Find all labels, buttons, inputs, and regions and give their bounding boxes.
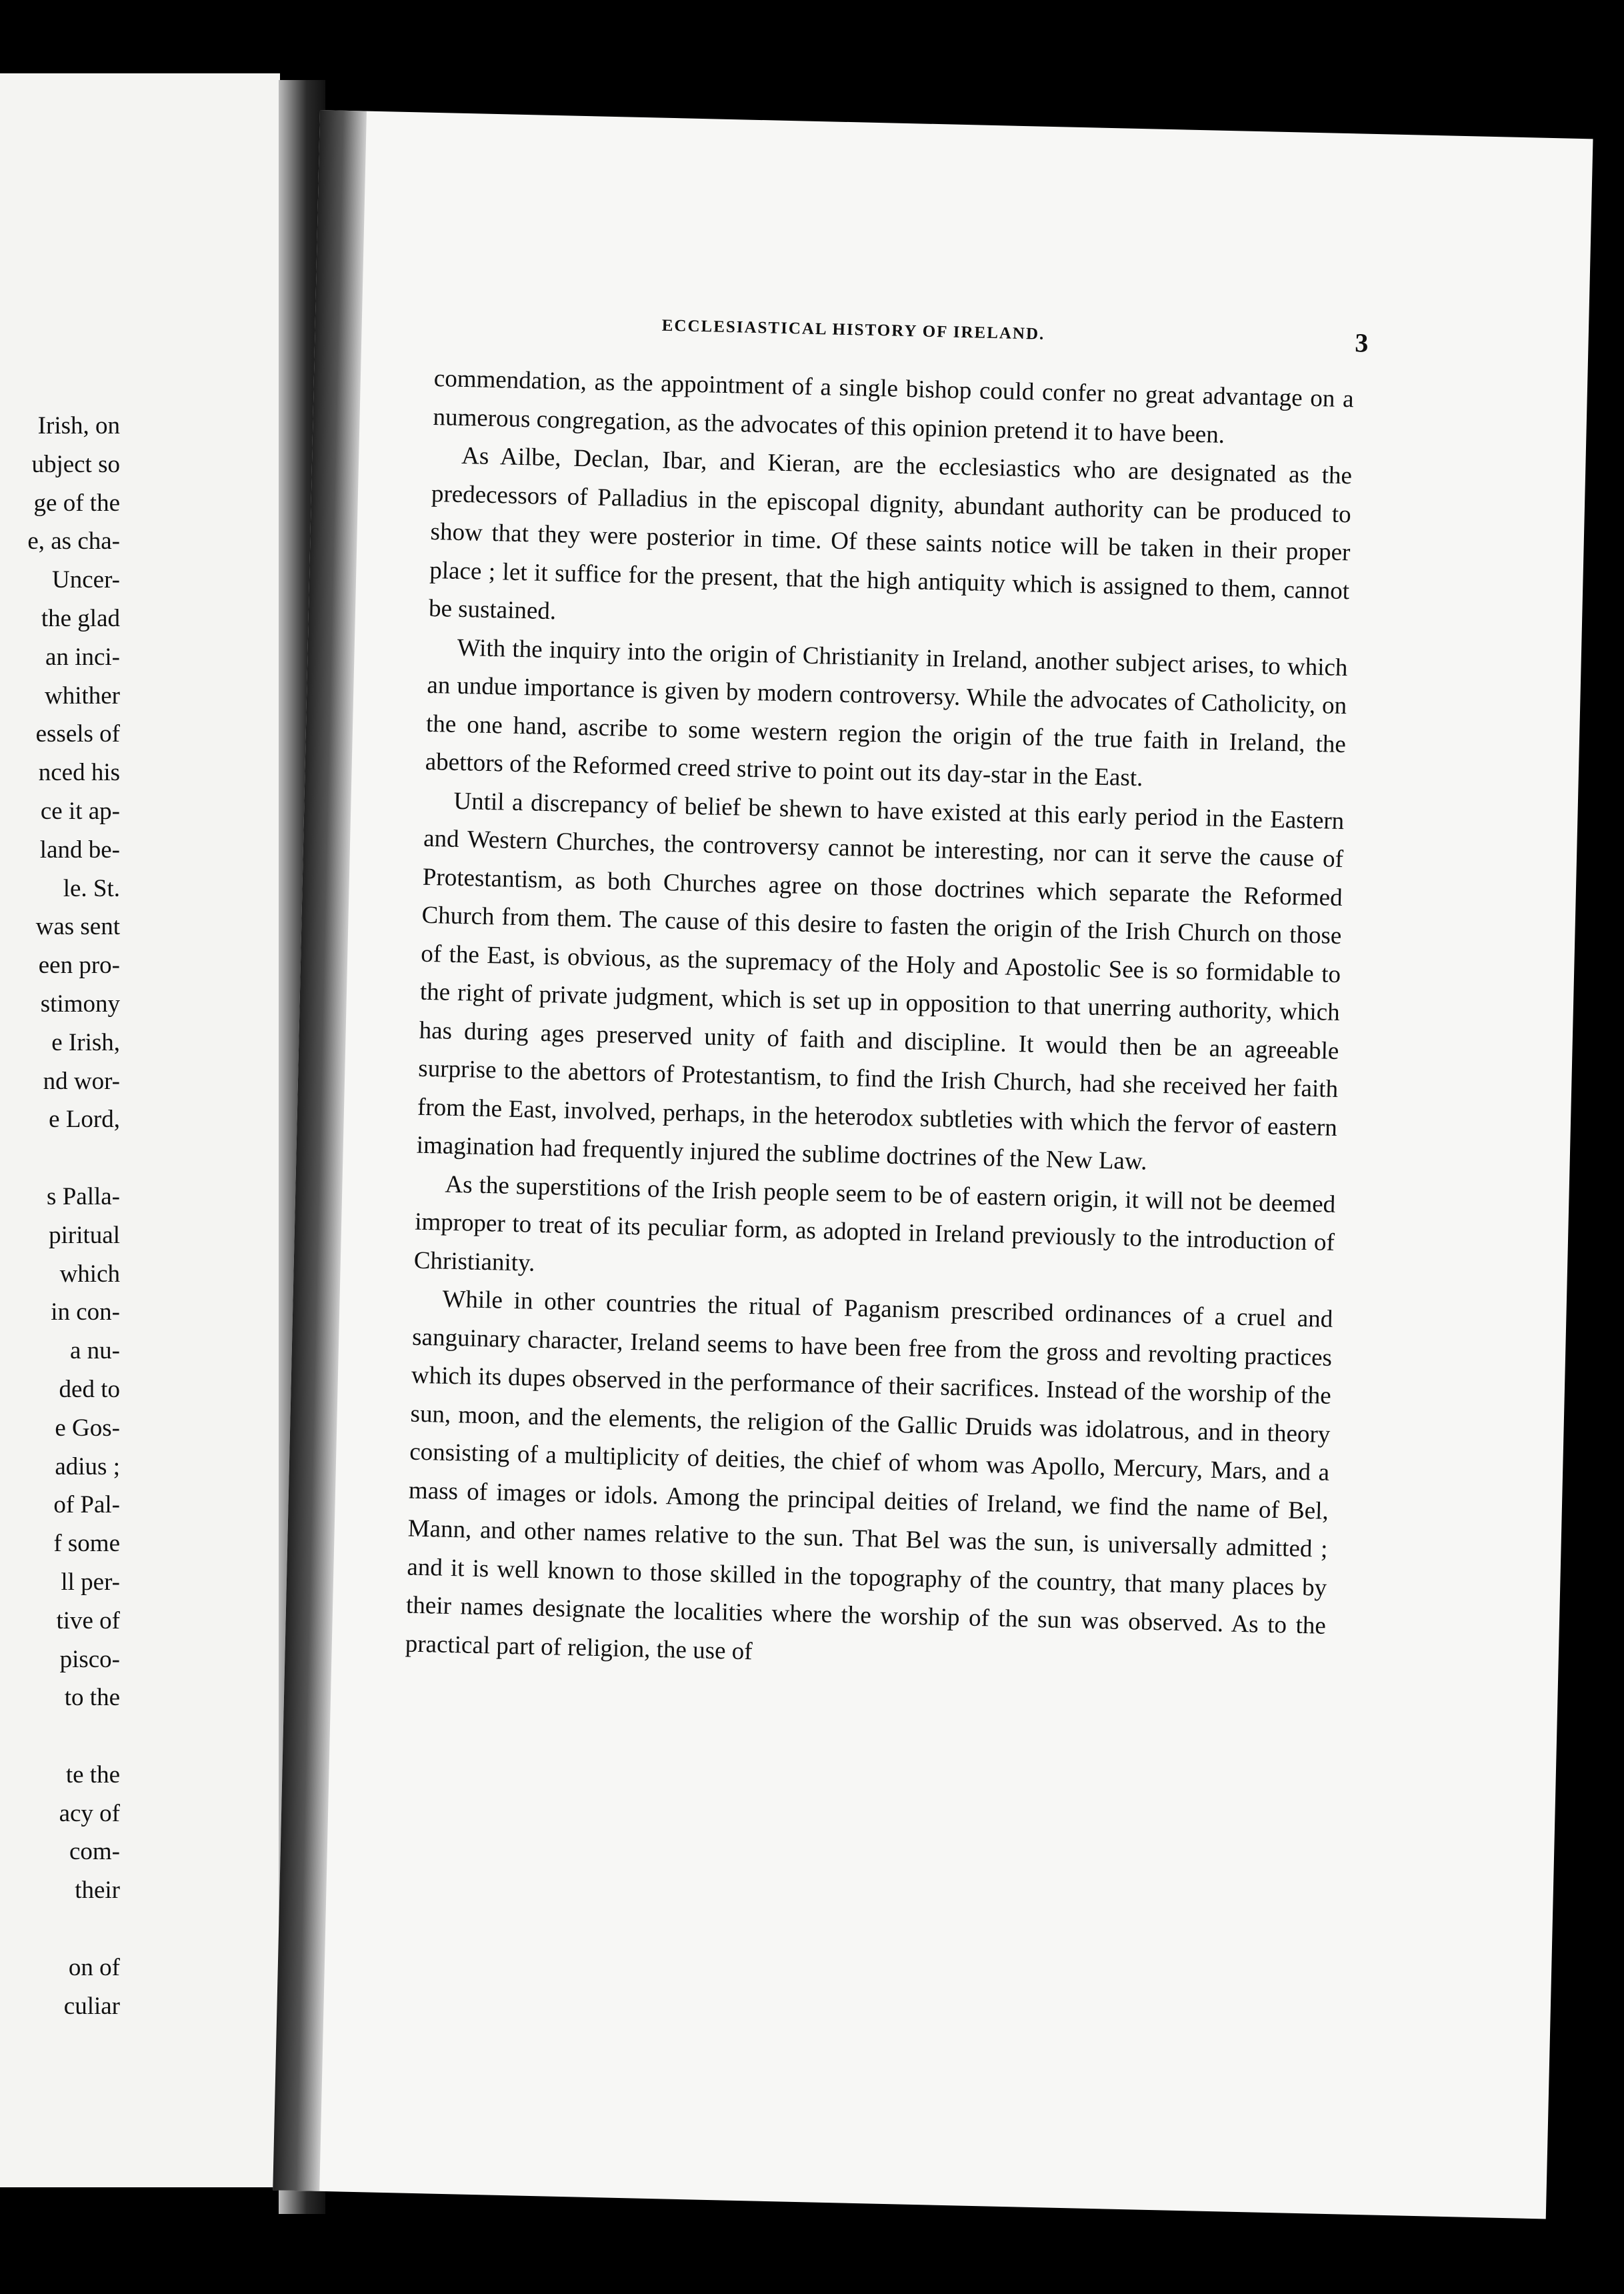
facing-page-line: a nu- (70, 1337, 120, 1365)
facing-page-line: ge of the (33, 489, 120, 517)
paragraph: Until a discrepancy of belief be shewn to have existed at this early period in the Eastern and Western Churches, the controversy cannot be interesting, nor can it serve the cause of Protestantism, as both Churches agree on those doctrines which separate the Reformed Church from them. The cause of this desire to fasten the origin of the Irish Church on those of the East, is obvious, as the supremacy of the Holy and Apostolic See is so formidable to the right of private judgment, which is set up in opposition to that unerring authority, which has during ages preserved unity of faith and discipline. It would then be an agreeable surprise to the abettors of Protestantism, to find the Irish Church, had she received her faith from the East, involved, perhaps, in the heterodox subtleties with which the fervor of eastern imagination had frequently injured the sublime doctrines of the New Law. (416, 787, 1345, 1176)
facing-page-line: acy of (59, 1799, 120, 1827)
page-content (405, 113, 1369, 1665)
paragraph: commendation, as the appointment of a single bishop could confer no great advantage on a numerous congregation, as the advocates of this opinion pretend it to have been. (433, 364, 1355, 449)
paragraph: As Ailbe, Declan, Ibar, and Kieran, are the ecclesiastics who are designated as the predecessors of Palladius in the episcopal dignity, abundant authority can be produced to show that they were posterior in time. Of these saints notice will be taken in their proper place ; let it suffice for the present, that the high antiquity which is assigned to them, cannot be sustained. (428, 441, 1353, 626)
running-head (435, 306, 1369, 367)
facing-page-line: on of (68, 1953, 120, 1981)
facing-page-line: in con- (51, 1298, 120, 1326)
facing-page-line: an inci- (45, 643, 120, 671)
page-number: 3 (1354, 327, 1369, 358)
facing-page-line: tive of (56, 1606, 120, 1634)
facing-page-line: e Gos- (55, 1414, 120, 1442)
facing-page-gap (0, 1717, 120, 1756)
facing-page-line: ded to (59, 1375, 120, 1403)
facing-page (0, 73, 280, 2187)
facing-page-line: the glad (41, 604, 120, 632)
facing-page-line: com- (69, 1838, 120, 1866)
body-text (405, 359, 1354, 1684)
facing-page-line: culiar (63, 1992, 120, 2020)
facing-page-line: nd wor- (43, 1067, 120, 1095)
facing-page-line: ce it ap- (40, 797, 120, 825)
running-head-title: ECCLESIASTICAL HISTORY OF IRELAND. (661, 316, 1045, 343)
facing-page-line: nced his (38, 759, 120, 787)
paragraph: As the superstitions of the Irish people seem to be of eastern origin, it will not be deemed improper to treat of its peculiar form, as adopted in Ireland previously to the introduction of Christianity. (413, 1170, 1336, 1277)
facing-page-line: Uncer- (52, 566, 120, 594)
facing-page-line: pisco- (59, 1645, 120, 1673)
facing-page-line: e Lord, (49, 1106, 120, 1134)
facing-page-line: whither (44, 682, 120, 710)
facing-page-line: ubject so (31, 450, 120, 478)
facing-page-line: was sent (35, 913, 120, 941)
facing-page-line: een pro- (38, 952, 120, 980)
facing-page-line: of Pal- (53, 1491, 120, 1519)
paragraph: While in other countries the ritual of Paganism prescribed ordinances of a cruel and sanguinary character, Ireland seems to have been free from the gross and revolting practices which its dupes observed in the performance of their sacrifices. Instead of the worship of the sun, moon, and the elements, the religion of the Gallic Druids was idolatrous, and in theory consisting of a multiplicity of deities, the chief of whom was Apollo, Mercury, Mars, and a mass of images or idols. Among the principal deities of Ireland, we find the name of Bel, Mann, and other names relative to the sun. That Bel was the sun, is universally admitted ; and it is well known to those skilled in the topography of the country, that many places by their names designate the localities where the worship of the sun was observed. As to the practical part of religion, the use of (405, 1285, 1333, 1665)
facing-page-line: which (59, 1260, 120, 1288)
facing-page-gap (0, 1910, 120, 1949)
facing-page-line: piritual (49, 1221, 120, 1249)
facing-page-line: e, as cha- (27, 527, 120, 555)
paragraph: With the inquiry into the origin of Christianity in Ireland, another subject arises, to which an undue importance is given by modern controversy. While the advocates of Catholicity, on the one hand, ascribe to some western region the origin of the true faith in Ireland, the abettors of the Reformed creed strive to point out its day-star in the East. (425, 634, 1348, 792)
facing-page-line: te the (65, 1761, 120, 1789)
facing-page-line: s Palla- (47, 1182, 120, 1210)
facing-page-line: essels of (35, 720, 120, 748)
facing-page-line: adius ; (55, 1452, 120, 1480)
facing-page-line: f some (53, 1530, 120, 1558)
facing-page-line: Irish, on (37, 412, 120, 439)
facing-page-line: le. St. (63, 874, 120, 902)
facing-page-line: to the (64, 1684, 120, 1712)
facing-page-line: land be- (39, 836, 120, 864)
facing-page-line: ll per- (61, 1568, 120, 1596)
facing-page-text (0, 407, 120, 2025)
facing-page-line: stimony (40, 990, 120, 1018)
book-page (273, 110, 1593, 2219)
facing-page-gap (0, 1139, 120, 1178)
facing-page-line: e Irish, (51, 1028, 120, 1056)
facing-page-line: their (75, 1877, 120, 1905)
